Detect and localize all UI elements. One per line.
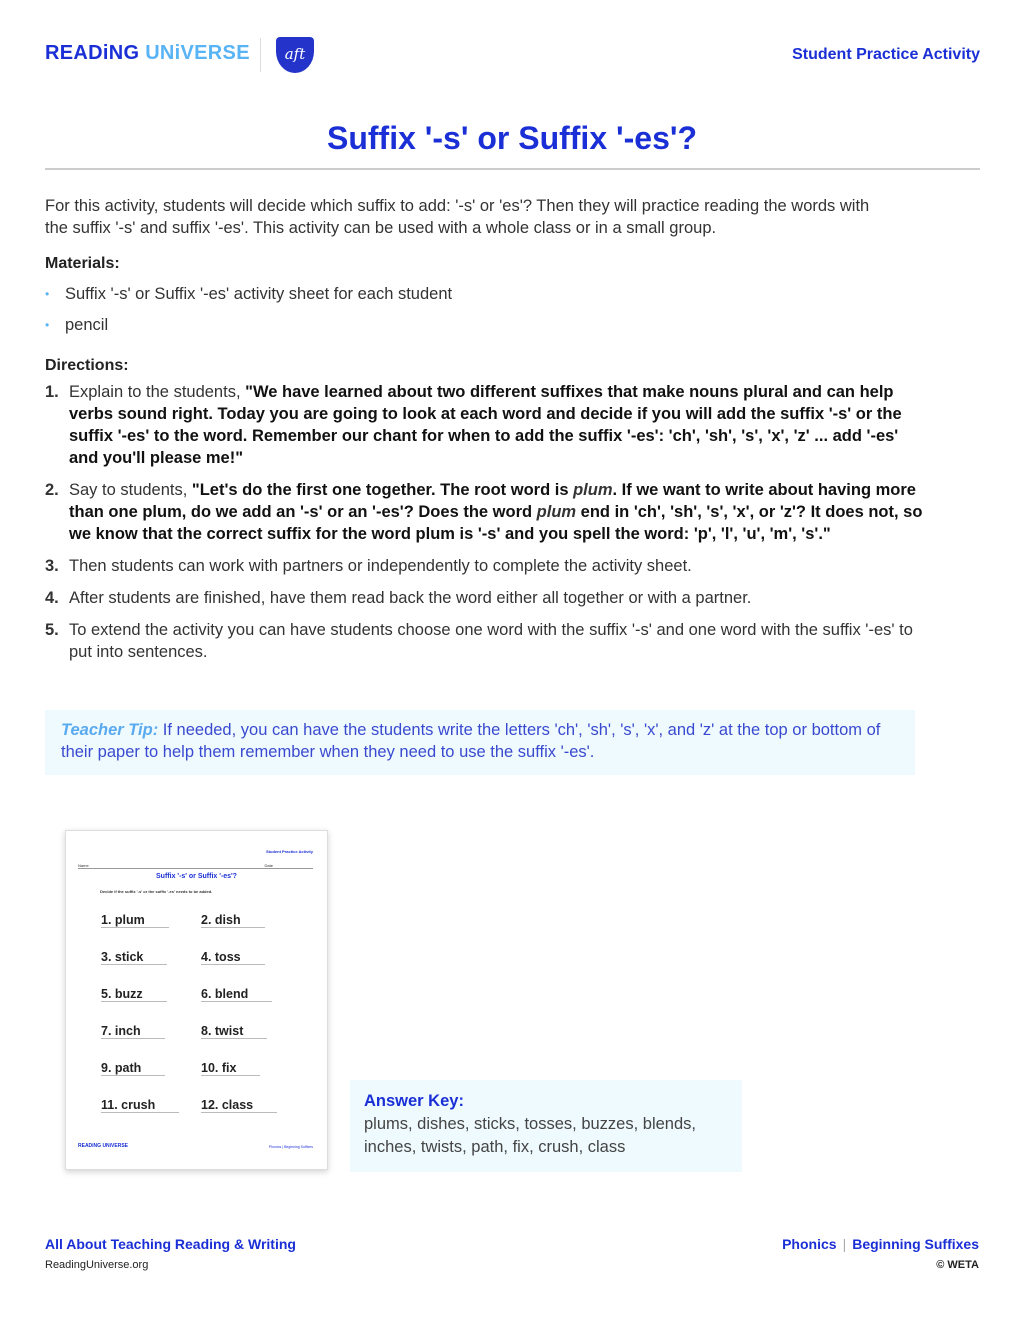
title-divider — [45, 168, 980, 170]
worksheet-word: 4. toss — [201, 950, 265, 965]
step-text — [69, 619, 925, 663]
reading-universe-logo: READiNG UNiVERSE — [45, 42, 250, 64]
footer-site[interactable]: ReadingUniverse.org — [45, 1259, 149, 1271]
direction-step — [45, 619, 925, 663]
activity-type: Student Practice Activity — [792, 46, 980, 63]
name-date-line: Name Date — [78, 863, 313, 869]
list-item: • Suffix '-s' or Suffix '-es' activity sheet for each student — [45, 279, 925, 310]
step-text — [69, 587, 751, 609]
materials-heading: Materials: — [45, 255, 120, 272]
page-title: Suffix '-s' or Suffix '-es'? — [326, 120, 698, 156]
footer-title[interactable]: All About Teaching Reading & Writing — [45, 1236, 296, 1252]
step-text-segment: . If we want to write about having more than one plum, do we add an '-s' or an '-es'? Does the word — [69, 481, 916, 521]
worksheet-word: 8. twist — [201, 1024, 267, 1039]
directions-list — [45, 381, 925, 663]
step-text-segment: Then students can work with partners or independently to complete the activity sheet. — [69, 557, 692, 575]
step-number: 2. — [45, 481, 59, 499]
step-text-segment: Say to students, — [69, 481, 192, 499]
worksheet-word: 10. fix — [201, 1061, 260, 1076]
word-grid — [101, 913, 301, 1113]
direction-step — [45, 555, 925, 577]
step-text-segment: After students are finished, have them read back the word either all together or with a partner. — [69, 589, 752, 607]
step-number: 3. — [45, 557, 59, 575]
footer-breadcrumb: Phonics | Beginning Suffixes — [782, 1236, 979, 1252]
step-text-segment: Explain to the students, — [69, 383, 246, 401]
list-item: • pencil — [45, 310, 925, 341]
logo-divider — [260, 38, 261, 72]
intro-text: For this activity, students will decide which suffix to add: '-s' or 'es'? Then they will practice reading the words with the suffix '-s' and suffix '-es'. This activity can be used with a whole class or in a small group. — [45, 197, 870, 237]
worksheet-word: 2. dish — [201, 913, 265, 928]
worksheet-word: 12. class — [201, 1098, 277, 1113]
step-text-segment: To extend the activity you can have students choose one word with the suffix '-s' and one word with the suffix '-es' to put into sentences. — [69, 621, 913, 661]
worksheet-word: 3. stick — [101, 950, 167, 965]
worksheet-word: 9. path — [101, 1061, 165, 1076]
worksheet-word: 1. plum — [101, 913, 169, 928]
copyright: © WETA — [936, 1259, 979, 1271]
materials-list — [45, 279, 925, 341]
step-text — [69, 381, 925, 469]
step-number: 5. — [45, 621, 59, 639]
step-text-segment: plum — [573, 481, 613, 499]
direction-step — [45, 587, 925, 609]
worksheet-thumbnail: Student Practice Activity Name Date Suffix '-s' or Suffix '-es'? Decide if the suffix '-s' or the suffix '-es' needs to be added. 1. plum 2. dish 3. stick 4. toss 5. buzz 6. blend 7. inch 8. twist 9. path 10. fix 11. crush 12. class READiNG UNiVERSE Phonics | Beginning Suffixes — [65, 830, 328, 1170]
step-text-segment: "We have learned about two different suffixes that make nouns plural and can help verbs sound right. Today you are going to look at each word and decide if you will add the suffix '-s' or the suffix '-es' to the word. Remember our chant for when to add the suffix '-es': 'ch', 'sh', 's', 'x', 'z' ... add '-es' and you'll please me!" — [69, 383, 902, 467]
step-text-segment: plum — [536, 503, 577, 521]
step-text-segment: end in 'ch', 'sh', 's', 'x', or 'z'? It does not, so we know that the correct suffix for the word plum is '-s' and you spell the word: 'p', 'l', 'u', 'm', 's'." — [69, 503, 923, 543]
step-text — [69, 555, 692, 577]
direction-step — [45, 381, 925, 469]
step-text — [69, 479, 925, 545]
worksheet-word: 7. inch — [101, 1024, 165, 1039]
directions-heading: Directions: — [45, 357, 129, 374]
step-text-segment: "Let's do the first one together. The root word is — [191, 481, 574, 499]
aft-shield-logo: aft — [276, 37, 314, 73]
worksheet-word: 6. blend — [201, 987, 272, 1002]
worksheet-word: 11. crush — [101, 1098, 179, 1113]
crumb-phonics[interactable]: Phonics — [782, 1236, 837, 1252]
step-number: 4. — [45, 589, 59, 607]
teacher-tip: Teacher Tip: If needed, you can have the students write the letters 'ch', 'sh', 's', 'x', and 'z' at the top or bottom of their paper to help them remember when they need to use the suffix '-es'. — [45, 710, 915, 775]
content — [45, 195, 925, 673]
worksheet-word: 5. buzz — [101, 987, 167, 1002]
answer-key: Answer Key: plums, dishes, sticks, tosses, buzzes, blends, inches, twists, path, fix, crush, class — [350, 1080, 742, 1172]
crumb-beginning-suffixes[interactable]: Beginning Suffixes — [852, 1236, 979, 1252]
direction-step — [45, 479, 925, 545]
step-number: 1. — [45, 383, 59, 401]
